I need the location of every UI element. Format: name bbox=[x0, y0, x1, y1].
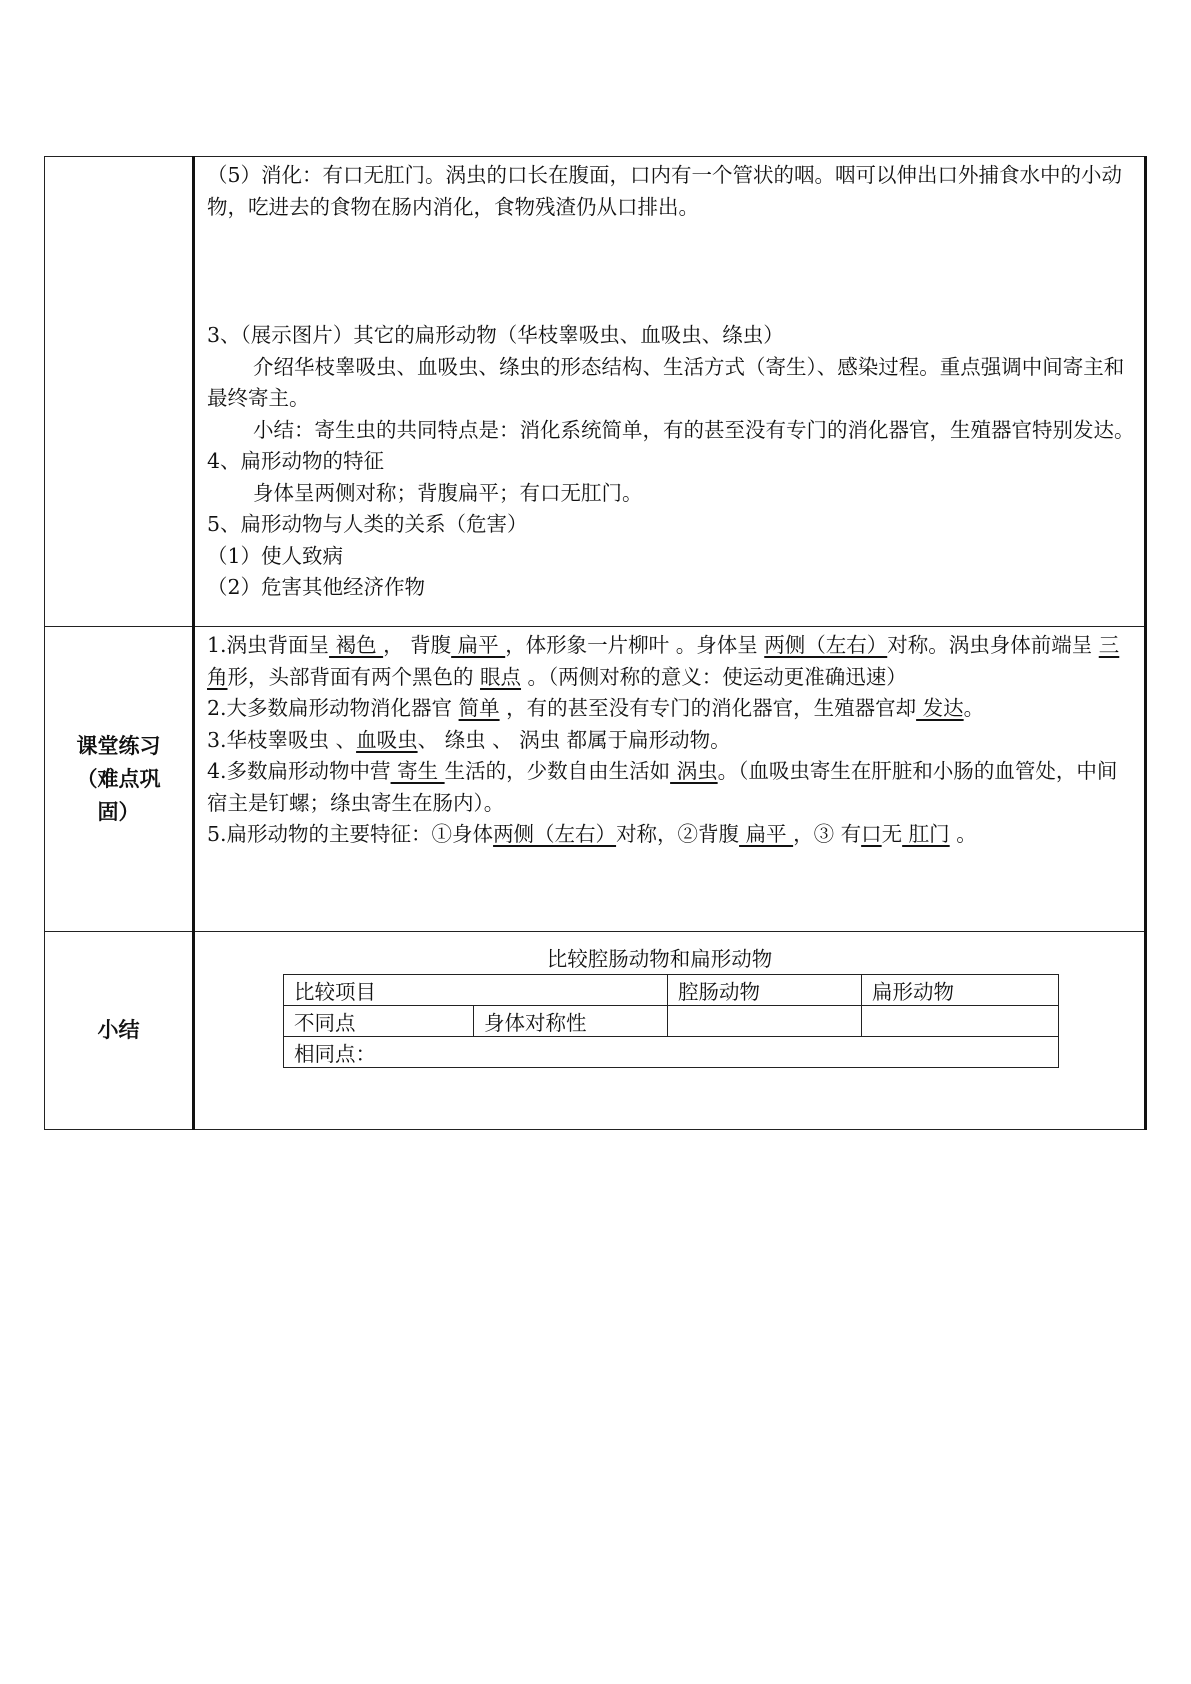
answer-blank: 眼点 bbox=[480, 664, 522, 689]
other-flatworms-heading: 3、（展示图片）其它的扁形动物（华枝睾吸虫、血吸虫、绦虫） bbox=[207, 323, 784, 347]
answer-blank: 肛门 bbox=[902, 822, 950, 846]
intro-text: 介绍华枝睾吸虫、血吸虫、绦虫的形态结构、生活方式（寄生）、感染过程。重点强调中间寄主和最终寄主。 bbox=[207, 354, 1125, 410]
practice-label: 课堂练习（难点巩固） bbox=[45, 627, 194, 932]
table-cell: 相同点： bbox=[284, 1037, 1059, 1068]
summary-label: 小结 bbox=[45, 932, 194, 1130]
answer-blank: 寄生 bbox=[390, 759, 445, 783]
answer-blank: 扁平 bbox=[739, 822, 794, 846]
answer-blank: 两侧（左右） bbox=[764, 633, 888, 657]
question-3: 3.华枝睾吸虫 、血吸虫、 绦虫 、 涡虫 都属于扁形动物。 bbox=[207, 727, 731, 752]
answer-blank: 简单 bbox=[458, 696, 500, 720]
answer-blank: 褐色 bbox=[329, 633, 384, 657]
table-cell bbox=[668, 1006, 862, 1037]
answer-blank: 三角 bbox=[207, 633, 1120, 689]
question-1: 1.涡虫背面呈 褐色 ， 背腹 扁平 ，体形象一片柳叶 。身体呈 两侧（左右）对称。涡虫身体前端呈 三角形，头部背面有两个黑色的 眼点 。（两侧对称的意义：使运动更准确迅速） bbox=[207, 633, 1120, 689]
answer-blank: 涡虫 bbox=[670, 759, 718, 783]
parasite-summary-text: 小结：寄生虫的共同特点是：消化系统简单，有的甚至没有专门的消化器官，生殖器官特别发达。 bbox=[253, 417, 1135, 442]
practice-content-cell bbox=[194, 627, 1146, 932]
comparison-table-title: 比较腔肠动物和扁形动物 bbox=[546, 947, 773, 971]
row1-label-cell bbox=[45, 157, 194, 627]
question-5: 5.扁形动物的主要特征：①身体两侧（左右）对称，②背腹 扁平 ，③ 有口无 肛门 。 bbox=[207, 822, 977, 846]
comparison-table bbox=[283, 974, 1059, 1068]
relation-heading: 5、扁形动物与人类的关系（危害） bbox=[207, 512, 528, 536]
table-row bbox=[284, 975, 1059, 1006]
table-cell bbox=[862, 1006, 1059, 1037]
question-2: 2.大多数扁形动物消化器官 简单 ，有的甚至没有专门的消化器官，生殖器官却 发达。 bbox=[207, 696, 985, 720]
table-header-cell: 比较项目 bbox=[284, 975, 668, 1006]
answer-blank: 血吸虫 bbox=[356, 727, 418, 752]
spacer bbox=[207, 223, 1136, 320]
row1-content-cell bbox=[194, 157, 1146, 627]
answer-blank: 发达 bbox=[916, 696, 964, 720]
question-4: 4.多数扁形动物中营 寄生 生活的，少数自由生活如 涡虫。（血吸虫寄生在肝脏和小肠的血管处，中间宿主是钉螺；绦虫寄生在肠内）。 bbox=[207, 759, 1118, 815]
features-text: 身体呈两侧对称；背腹扁平；有口无肛门。 bbox=[253, 480, 643, 505]
table-header-cell: 腔肠动物 bbox=[668, 975, 862, 1006]
table-row bbox=[284, 1037, 1059, 1068]
table-header-cell: 扁形动物 bbox=[862, 975, 1059, 1006]
harm-item-1: （1）使人致病 bbox=[207, 543, 344, 568]
answer-blank: 扁平 bbox=[451, 633, 506, 657]
answer-blank: 两侧（左右） bbox=[493, 822, 617, 846]
table-cell: 不同点 bbox=[284, 1006, 474, 1037]
digestion-text: （5）消化：有口无肛门。涡虫的口长在腹面，口内有一个管状的咽。咽可以伸出口外捕食水中的小动物，吃进去的食物在肠内消化，食物残渣仍从口排出。 bbox=[207, 163, 1123, 219]
table-cell: 身体对称性 bbox=[474, 1006, 668, 1037]
harm-item-2: （2）危害其他经济作物 bbox=[207, 575, 426, 599]
features-heading: 4、扁形动物的特征 bbox=[207, 449, 385, 473]
table-row bbox=[284, 1006, 1059, 1037]
lesson-table bbox=[44, 156, 1147, 1130]
summary-content-cell bbox=[194, 932, 1146, 1130]
answer-blank: 口 bbox=[861, 822, 882, 846]
